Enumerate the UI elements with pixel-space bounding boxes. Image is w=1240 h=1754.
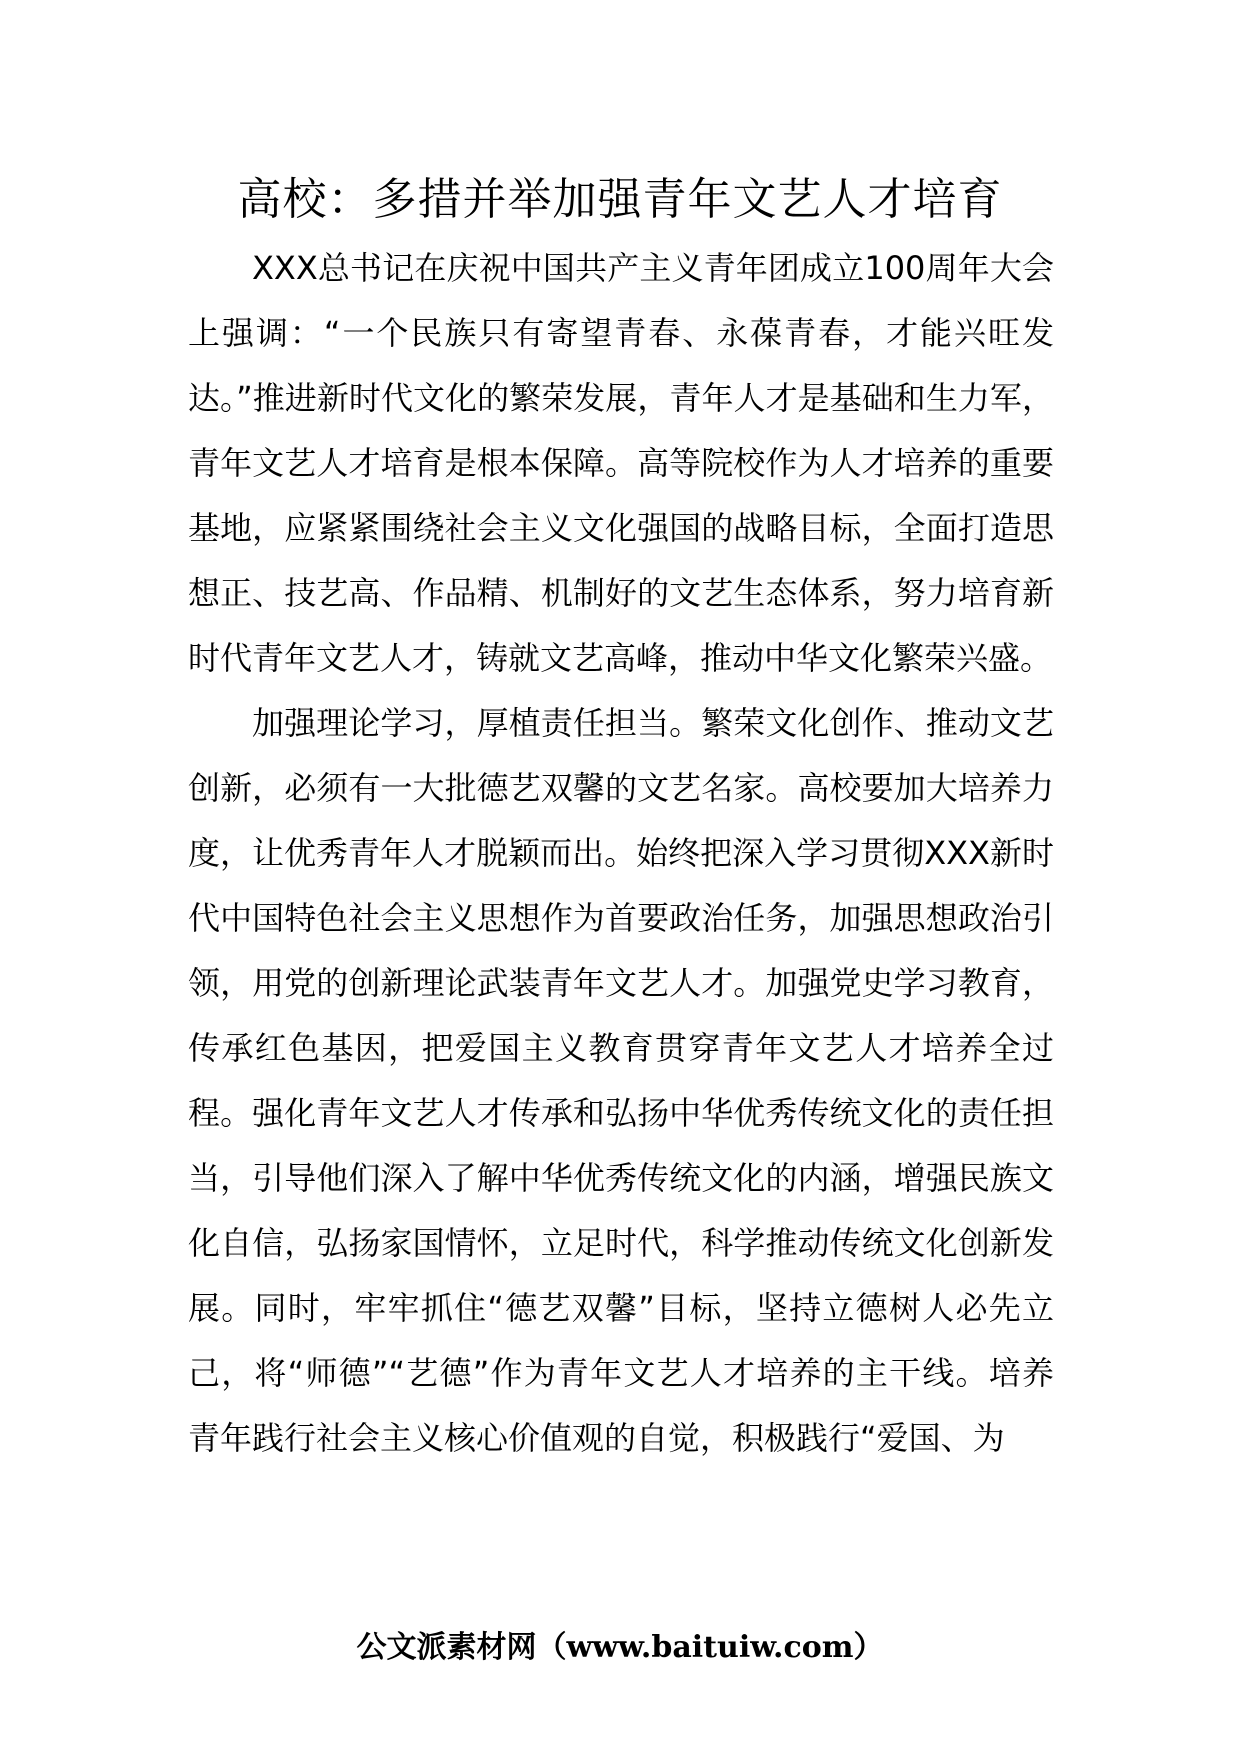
paragraph-intro: XXX总书记在庆祝中国共产主义青年团成立100周年大会上强调：“一个民族只有寄望青春、永葆青春，才能兴旺发达。”推进新时代文化的繁荣发展，青年人才是基础和生力军，青年文艺人才培育是根本保障。高等院校作为人才培养的重要基地，应紧紧围绕社会主义文化强国的战略目标，全面打造思想正、技艺高、作品精、机制好的文艺生态体系，努力培育新时代青年文艺人才，铸就文艺高峰，推动中华文化繁荣兴盛。 [188,249,1054,677]
document-title: 高校：多措并举加强青年文艺人才培育 [237,174,1003,225]
document-body [188,236,1054,1471]
footer-watermark: 公文派素材网（www.baituiw.com） [356,1630,884,1665]
paragraph-theory-study: 加强理论学习，厚植责任担当。繁荣文化创作、推动文艺创新，必须有一大批德艺双馨的文艺名家。高校要加大培养力度，让优秀青年人才脱颖而出。始终把深入学习贯彻XXX新时代中国特色社会主义思想作为首要政治任务，加强思想政治引领，用党的创新理论武装青年文艺人才。加强党史学习教育，传承红色基因，把爱国主义教育贯穿青年文艺人才培养全过程。强化青年文艺人才传承和弘扬中华优秀传统文化的责任担当，引导他们深入了解中华优秀传统文化的内涵，增强民族文化自信，弘扬家国情怀，立足时代，科学推动传统文化创新发展。同时，牢牢抓住“德艺双馨”目标，坚持立德树人必先立己，将“师德”“艺德”作为青年文艺人才培养的主干线。培养青年践行社会主义核心价值观的自觉，积极践行“爱国、为 [188,704,1054,1457]
